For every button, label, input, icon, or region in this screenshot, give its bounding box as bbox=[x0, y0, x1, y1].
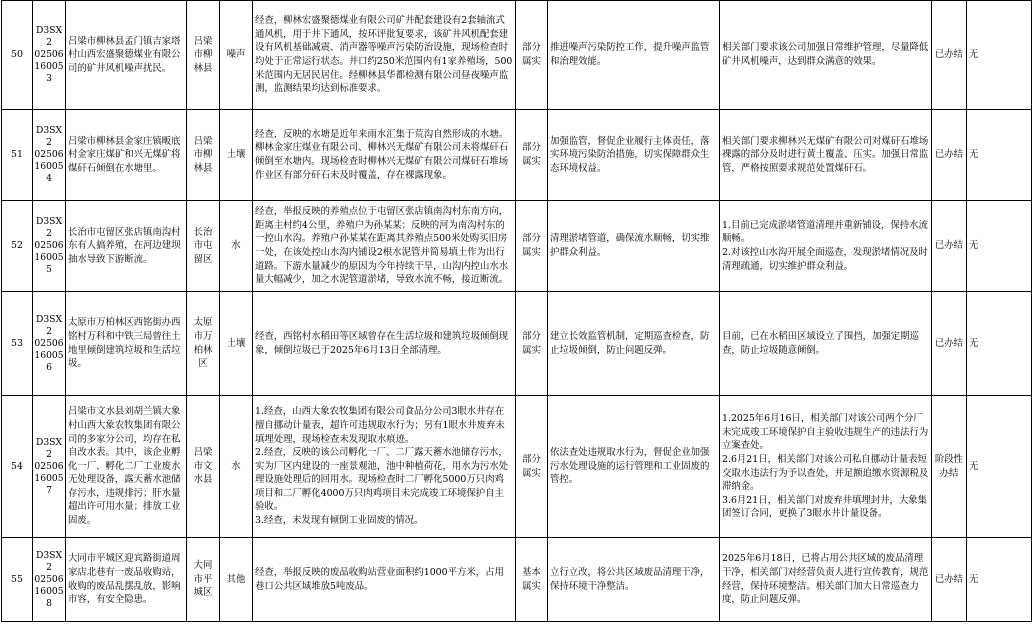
table-row bbox=[2, 110, 1032, 201]
handling-measures: 推进噪声污染防控工作，提升噪声监管和治理效能。 bbox=[548, 1, 720, 110]
accountability: 无 bbox=[967, 1, 1032, 110]
table-row bbox=[2, 1, 1032, 110]
case-code: D3SX2 02506 16005 3 bbox=[33, 1, 66, 110]
case-code: D3SX2 02506 16005 5 bbox=[33, 201, 66, 292]
handling-measures: 立行立改，将公共区域废品清理干净，保持环境干净整洁。 bbox=[548, 538, 720, 622]
handling-measures: 建立长效监管机制，定期巡查检查，防止垃圾倾倒，防止问题反弹。 bbox=[548, 292, 720, 396]
completion-status: 阶段性办结 bbox=[932, 396, 967, 538]
accountability: 无 bbox=[967, 292, 1032, 396]
issue-description: 大同市平城区迎宾路街道周家店北巷有一废品收购站，收购的废品乱摆乱放，影响市容，有安全隐患。 bbox=[66, 538, 187, 622]
accountability: 无 bbox=[967, 110, 1032, 201]
verdict: 部分属实 bbox=[516, 1, 548, 110]
administrative-area: 太原市万柏林区 bbox=[187, 292, 220, 396]
completion-status: 已办结 bbox=[932, 292, 967, 396]
row-number: 55 bbox=[2, 538, 33, 622]
case-code: D3SX2 02506 16005 8 bbox=[33, 538, 66, 622]
table-row bbox=[2, 396, 1032, 538]
accountability: 无 bbox=[967, 201, 1032, 292]
completion-status: 已办结 bbox=[932, 538, 967, 622]
row-number: 52 bbox=[2, 201, 33, 292]
verdict: 部分属实 bbox=[516, 396, 548, 538]
administrative-area: 长治市屯留区 bbox=[187, 201, 220, 292]
case-code: D3SX2 02506 16005 6 bbox=[33, 292, 66, 396]
case-code: D3SX2 02506 16005 4 bbox=[33, 110, 66, 201]
handling-measures: 加强监管，督促企业履行主体责任，落实环境污染防治措施，切实保障群众生态环境权益。 bbox=[548, 110, 720, 201]
issue-description: 太原市万柏林区西铭街办西铭村万科和中铁三局曾往土地里倾倒建筑垃圾和生活垃圾。 bbox=[66, 292, 187, 396]
completion-status: 已办结 bbox=[932, 1, 967, 110]
pollution-type: 水 bbox=[220, 201, 253, 292]
case-code: D3SX2 02506 16005 7 bbox=[33, 396, 66, 538]
completion-status: 已办结 bbox=[932, 201, 967, 292]
rectification-progress: 相关部门要求该公司加强日常维护管理，尽量降低矿井风机噪声，达到群众满意的效果。 bbox=[720, 1, 932, 110]
accountability: 无 bbox=[967, 396, 1032, 538]
rectification-progress: 1.2025年6月16日，相关部门对该公司两个分厂未完成竣工环境保护自主验收违规生产的违法行为立案查处。 2.6月21日，相关部门对该公司私自挪动计量表短交取水违法行为予以查处，并足额追缴水资源税及滞纳金。 3.6月21日，相关部门对废弃井填埋封井，大象集团签订合同，更换了3眼水井计量设备。 bbox=[720, 396, 932, 538]
pollution-type: 土壤 bbox=[220, 292, 253, 396]
handling-measures: 清理淤堵管道，确保流水顺畅，切实维护群众利益。 bbox=[548, 201, 720, 292]
table-row bbox=[2, 538, 1032, 622]
administrative-area: 大同市平城区 bbox=[187, 538, 220, 622]
pollution-type: 噪声 bbox=[220, 1, 253, 110]
petition-table bbox=[1, 0, 1032, 622]
issue-description: 吕梁市柳林县金家庄镇畈底村金家庄煤矿和兴无煤矿将煤矸石倾倒在水塘里。 bbox=[66, 110, 187, 201]
row-number: 50 bbox=[2, 1, 33, 110]
completion-status: 已办结 bbox=[932, 110, 967, 201]
pollution-type: 土壤 bbox=[220, 110, 253, 201]
verdict: 部分属实 bbox=[516, 292, 548, 396]
rectification-progress: 相关部门要求柳林兴无煤矿有限公司对煤矸石堆场裸露的部分及时进行黄土覆盖、压实。加强日常监管，严格按照要求规范处置煤矸石。 bbox=[720, 110, 932, 201]
handling-measures: 依法查处违规取水行为，督促企业加强污水处理设施的运行管理和工业固废的管控。 bbox=[548, 396, 720, 538]
investigation-result: 经查，反映的水塘是近年来雨水汇集于荒沟自然形成的水塘。柳林金家庄煤业有限公司、柳林兴无煤矿有限公司未将煤矸石倾倒至水塘内。现场检查时柳林兴无煤矿有限公司煤矸石堆场作业区有部分矸石未及时覆盖，存在裸露现象。 bbox=[253, 110, 516, 201]
administrative-area: 吕梁市柳林县 bbox=[187, 110, 220, 201]
table-row bbox=[2, 292, 1032, 396]
verdict: 部分属实 bbox=[516, 201, 548, 292]
issue-description: 长治市屯留区张店镇南沟村东有人搞养殖，在河边建坝抽水导致下游断流。 bbox=[66, 201, 187, 292]
verdict: 基本属实 bbox=[516, 538, 548, 622]
investigation-result: 经查，柳林宏盛聚德煤业有限公司矿井配套建设有2套轴流式通风机，用于井下通风，按环评批复要求，该矿井风机配套建设有风机基础减震、消声器等噪声污染防治设施，现场检查时均处于正常运行状态。井口约250米范围内有1家养殖场，500米范围内无居民居住。经柳林县华都检测有限公司昼夜噪声监测，监测结果均达到标准要求。 bbox=[253, 1, 516, 110]
rectification-progress: 目前，已在水稻田区域设立了围挡，加强定期巡查，防止垃圾随意倾倒。 bbox=[720, 292, 932, 396]
issue-description: 吕梁市柳林县孟门镇吉家塔村山西宏盛聚德煤业有限公司的矿井风机噪声扰民。 bbox=[66, 1, 187, 110]
pollution-type: 其他 bbox=[220, 538, 253, 622]
accountability: 无 bbox=[967, 538, 1032, 622]
investigation-result: 经查，举报反映的养殖点位于屯留区张店镇南沟村东南方向，距离主村约4公里，养殖户为孙某某；反映的河为南沟村东的一控山水沟。养殖户孙某某在距离其养殖点500米处购买旧房一处，在该处控山水沟内铺设2根水泥管并简易填土作为出行道路。下游水量减少的原因为今年持续干旱，山沟内控山水水量大幅减少，加之水泥管道淤堵，导致水流不畅，接近断流。 bbox=[253, 201, 516, 292]
pollution-type: 水 bbox=[220, 396, 253, 538]
investigation-result: 经查，西铭村水稻田等区域曾存在生活垃圾和建筑垃圾倾倒现象，倾倒垃圾已于2025年6月13日全部清理。 bbox=[253, 292, 516, 396]
row-number: 54 bbox=[2, 396, 33, 538]
rectification-progress: 2025年6月18日，已将占用公共区域的废品清理干净，相关部门对经营负责人进行宣传教育，规范经营，保持环境整洁。相关部门加大日常巡查力度，防止问题反弹。 bbox=[720, 538, 932, 622]
investigation-result: 经查，举报反映的废品收购站营业面积约1000平方米，占用巷口公共区域堆放5吨废品。 bbox=[253, 538, 516, 622]
administrative-area: 吕梁市柳林县 bbox=[187, 1, 220, 110]
row-number: 51 bbox=[2, 110, 33, 201]
rectification-progress: 1.目前已完成淤堵管道清理并重新铺设，保持水流顺畅。 2.对该控山水沟开展全面巡查，发现淤堵情况及时清理疏通，切实维护群众利益。 bbox=[720, 201, 932, 292]
table-row bbox=[2, 201, 1032, 292]
verdict: 部分属实 bbox=[516, 110, 548, 201]
row-number: 53 bbox=[2, 292, 33, 396]
issue-description: 吕梁市文水县刘胡兰镇大象村山西大象农牧集团有限公司的多家分公司，均存在私自改水表。其中，该企业孵化一厂、孵化二厂工业废水无处理设备，露天蓄水池储存污水，违规排污；肝水量超出许可用水量；排放工业固废。 bbox=[66, 396, 187, 538]
investigation-result: 1.经查，山西大象农牧集团有限公司食品分公司3眼水井存在擅自挪动计量表，超许可违规取水行为；另有1眼水井废弃未填埋处理，现场检查未发现取水痕迹。 2.经查，反映的该公司孵化一厂、二厂露天蓄水池储存污水，实为厂区内建设的一座景观池，池中种植荷花，用水为污水处理设施处理后的回用水。现场检查时二厂孵化5000万只肉鸡项目和二厂孵化4000万只肉鸡项目未完成竣工环境保护自主验收。 3.经查，未发现有倾倒工业固废的情况。 bbox=[253, 396, 516, 538]
administrative-area: 吕梁市文水县 bbox=[187, 396, 220, 538]
